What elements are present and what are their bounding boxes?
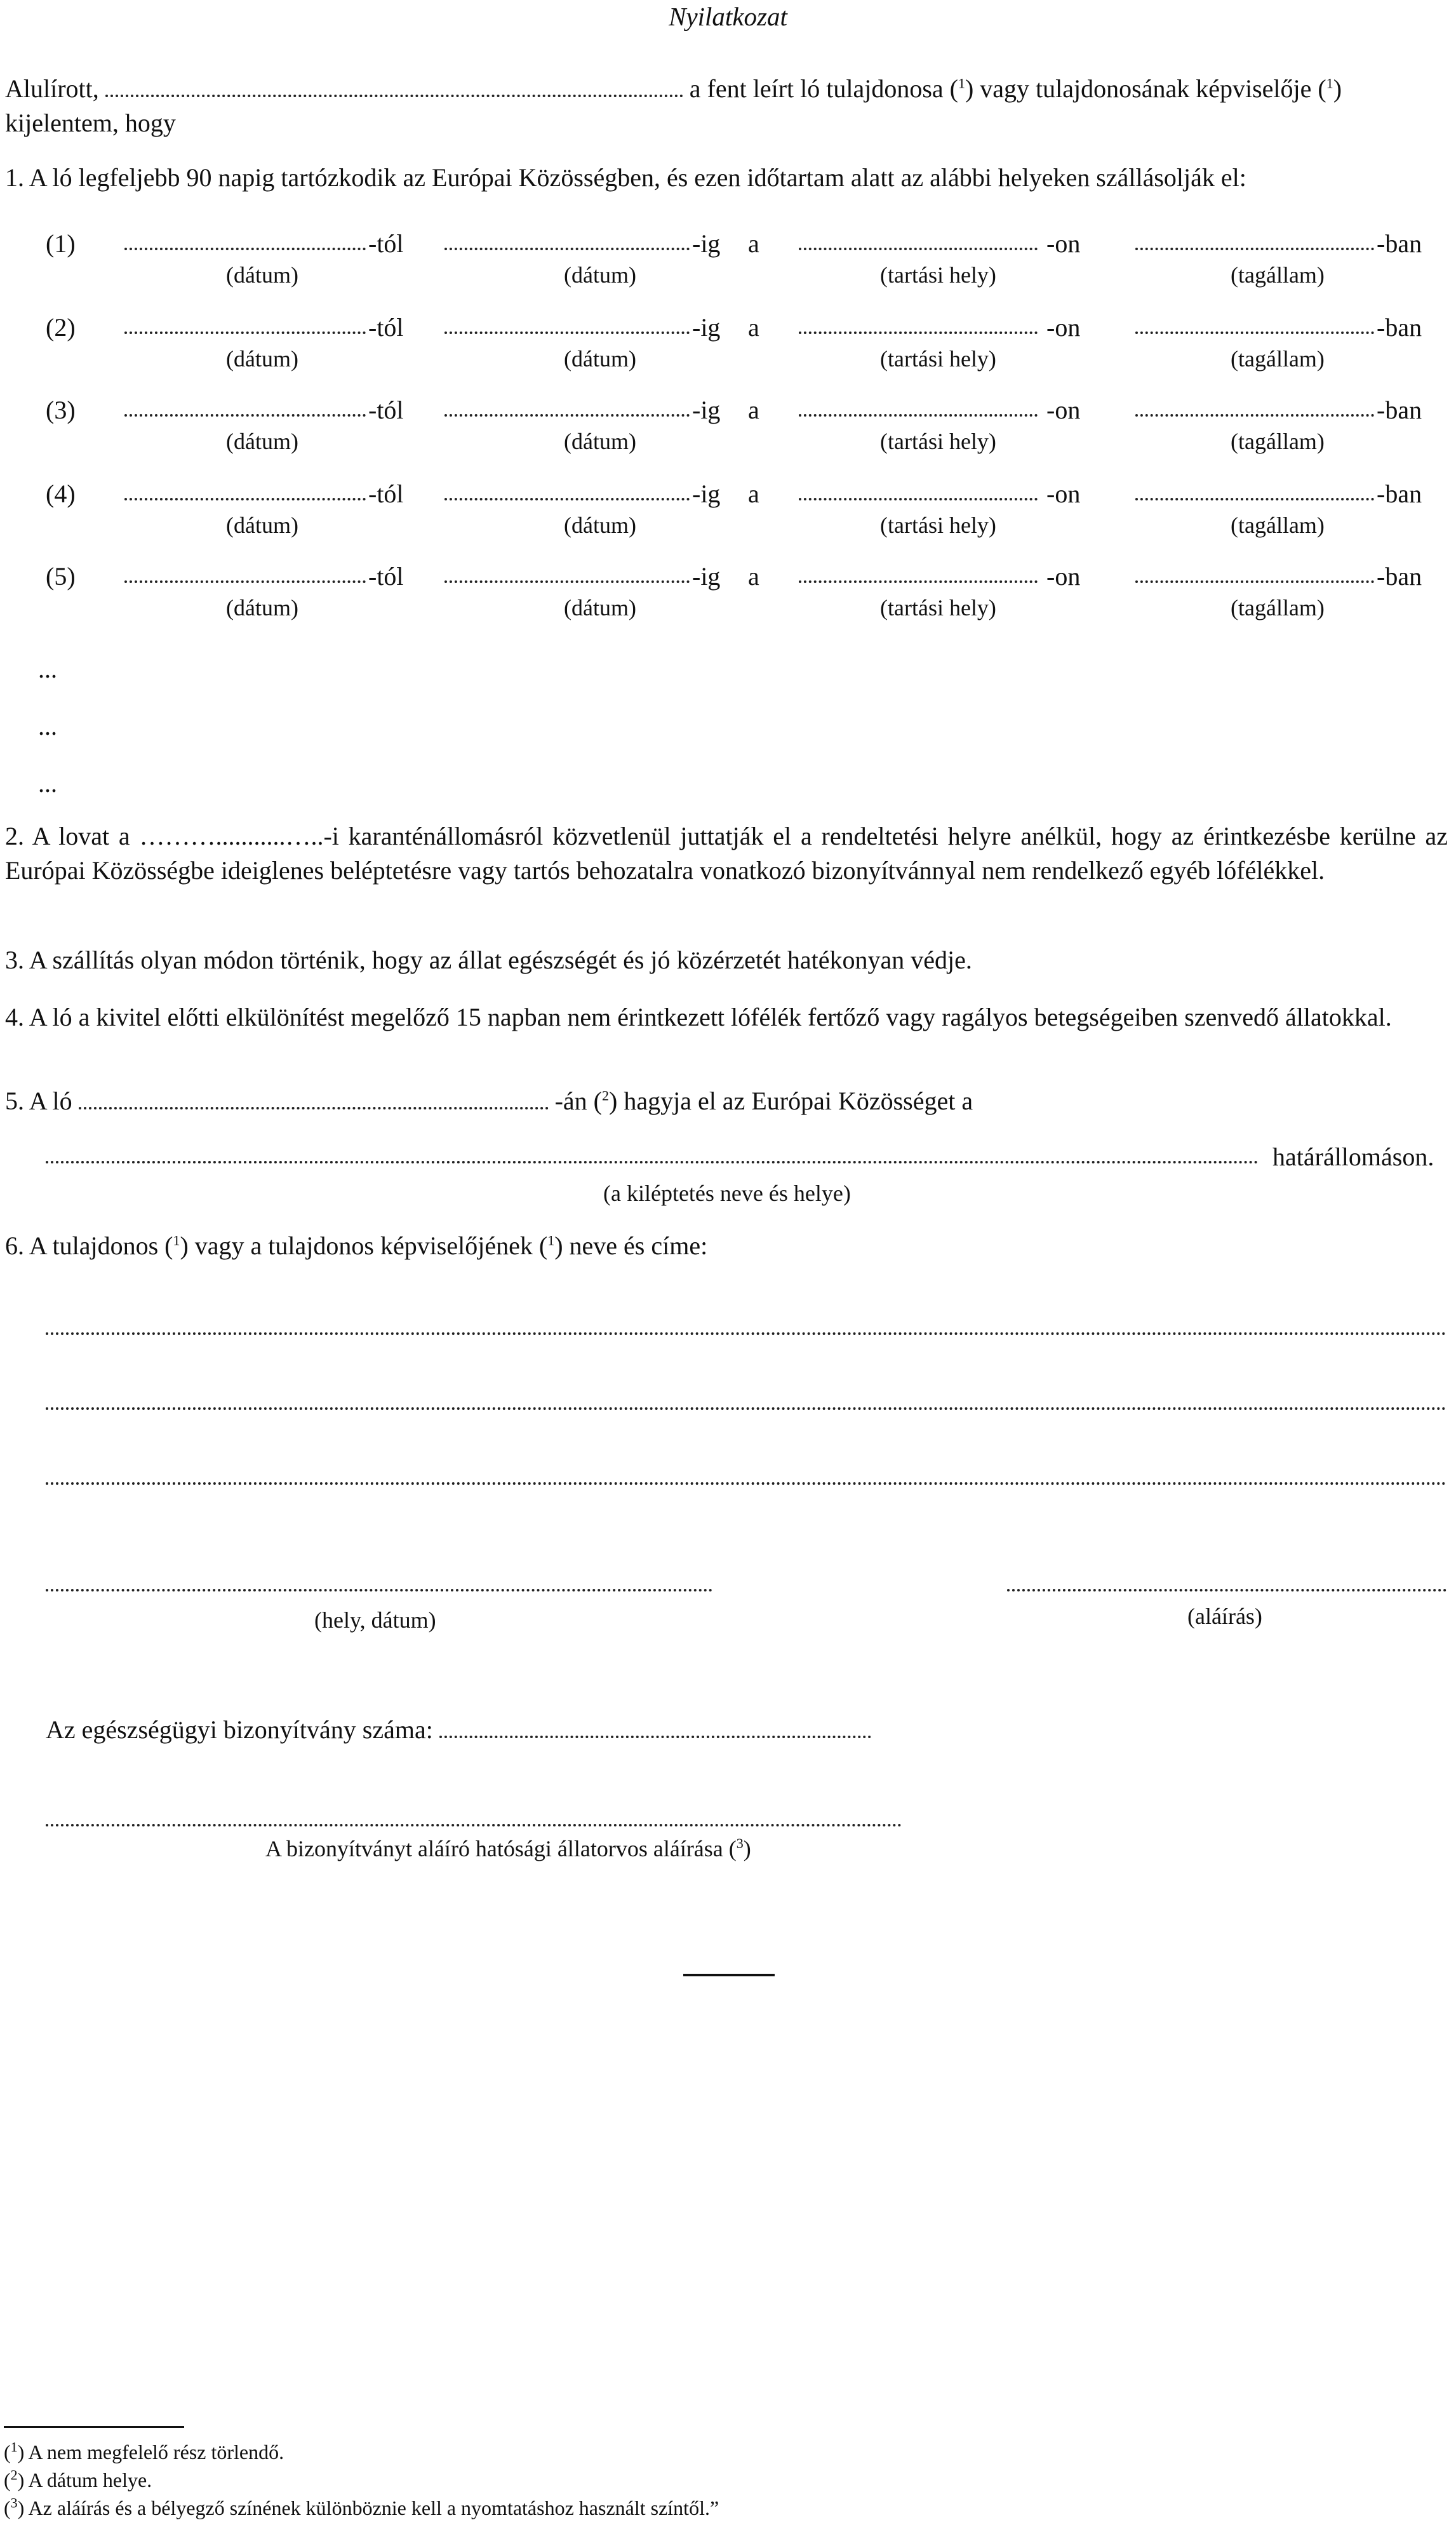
stay-row-5-to-suffix: -ig: [692, 562, 721, 591]
stay-row-4-state-suffix: -ban: [1377, 479, 1422, 508]
stay-row-2-to-caption: (dátum): [564, 346, 636, 372]
signature-field[interactable]: [1007, 1570, 1446, 1591]
footnote-ref: 1: [958, 75, 965, 91]
stay-row-3-state-caption: (tagállam): [1231, 429, 1325, 454]
stay-row-2-a: a: [748, 313, 759, 342]
footnote-separator: [4, 2426, 184, 2428]
stay-row-3-state-field[interactable]: [1135, 395, 1374, 417]
certificate-number-label: Az egészségügyi bizonyítvány száma:: [46, 1715, 433, 1744]
stay-row-5-state-field[interactable]: [1135, 561, 1374, 583]
footnote-ref: 2: [602, 1087, 609, 1104]
ellipsis-1: ...: [38, 655, 57, 683]
certificate-number-row: [46, 1715, 871, 1745]
stay-row-5-a: a: [748, 562, 759, 591]
stay-row-2-from-caption: (dátum): [226, 346, 298, 372]
stay-row-5-place-field[interactable]: [799, 561, 1038, 583]
owner-address-line-1[interactable]: [46, 1313, 1446, 1335]
stay-row-3-to-caption: (dátum): [564, 429, 636, 454]
stay-row-5-place-caption: (tartási hely): [880, 595, 996, 620]
stay-row-2-state-field[interactable]: [1135, 312, 1374, 334]
stay-row-2-place-suffix: -on: [1046, 313, 1081, 342]
item-5: 5. A ló -án ($^2$) hagyja el az Európai Közösséget a: [5, 1087, 973, 1115]
stay-row-2-to-suffix: -ig: [692, 313, 721, 342]
stay-row-1-a: a: [748, 229, 759, 258]
stay-row-2-place-caption: (tartási hely): [880, 346, 996, 372]
ellipsis-2: ...: [38, 712, 57, 740]
ellipsis-3: ...: [38, 769, 57, 798]
stay-row-4-from-suffix: -tól: [368, 479, 404, 508]
stay-row-1-number: (1): [46, 229, 76, 258]
stay-row-5-to-caption: (dátum): [564, 595, 636, 620]
stay-row-5-state-caption: (tagállam): [1231, 595, 1325, 620]
stay-row-4-to-date-field[interactable]: [444, 479, 690, 500]
stay-row-3-from-suffix: -tól: [368, 396, 404, 424]
footnote-ref: 1: [173, 1232, 180, 1249]
owner-address-line-2[interactable]: [46, 1388, 1446, 1410]
item-5-end: határállomáson.: [1272, 1142, 1434, 1171]
footnote-3: ($^3$) Az aláírás és a bélyegző színének különböznie kell a nyomtatáshoz használt színtől.”: [4, 2495, 719, 2519]
item-3: 3. A szállítás olyan módon történik, hogy az állat egészségét és jó közérzetét hatékonyan védje.: [5, 946, 972, 974]
page-title: Nyilatkozat: [669, 2, 787, 31]
item-1: 1. A ló legfeljebb 90 napig tartózkodik az Európai Közösségben, és ezen időtartam alatt az alábbi helyeken szállásolják el:: [5, 163, 1246, 192]
stay-row-5-from-date-field[interactable]: [124, 561, 366, 583]
intro-lead: Alulírott,: [5, 74, 99, 103]
stay-row-3-state-suffix: -ban: [1377, 396, 1422, 424]
item-4: 4. A ló a kivitel előtti elkülönítést megelőző 15 napban nem érintkezett lófélék fertőző vagy ragályos betegségeiben szenvedő állatokkal.: [5, 1003, 1392, 1031]
footnote-ref: 1: [1326, 75, 1333, 91]
stay-row-1-place-caption: (tartási hely): [880, 262, 996, 288]
stay-row-3-from-caption: (dátum): [226, 429, 298, 454]
stay-row-1-to-caption: (dátum): [564, 262, 636, 288]
stay-row-2-place-field[interactable]: [799, 312, 1038, 334]
stay-row-1-state-caption: (tagállam): [1231, 262, 1325, 288]
place-date-caption: (hely, dátum): [314, 1607, 436, 1633]
stay-row-4-place-caption: (tartási hely): [880, 512, 996, 538]
stay-row-4-a: a: [748, 479, 759, 508]
section-end-rule: [683, 1974, 775, 1976]
item-2: 2. A lovat a ………...........…..-i karanténállomásról közvetlenül juttatják el a rendeltetési helyre anélkül, hogy az érintkezésbe kerülne az Európai Közösségbe ideiglenes beléptetésre vagy tartós behozatalra vonatkozó bizonyítvánnyal nem rendelkező egyéb lófélékkel.: [5, 822, 1448, 885]
stay-row-3-to-date-field[interactable]: [444, 395, 690, 417]
stay-row-3-number: (3): [46, 396, 76, 424]
stay-row-5-to-date-field[interactable]: [444, 561, 690, 583]
stay-row-1-state-field[interactable]: [1135, 229, 1374, 250]
stay-row-3-from-date-field[interactable]: [124, 395, 366, 417]
stay-row-2-from-suffix: -tól: [368, 313, 404, 342]
stay-row-5-number: (5): [46, 562, 76, 591]
intro-line-2: kijelentem, hogy: [5, 109, 176, 137]
quarantine-station-field[interactable]: ………...........…..: [139, 822, 324, 850]
footnote-ref: 1: [547, 1232, 555, 1249]
stay-row-4-number: (4): [46, 479, 76, 508]
stay-row-1-place-field[interactable]: [799, 229, 1038, 250]
stay-row-2-from-date-field[interactable]: [124, 312, 366, 334]
stay-row-3-a: a: [748, 396, 759, 424]
stay-row-1-state-suffix: -ban: [1377, 229, 1422, 258]
footnote-2: ($^2$) A dátum helye.: [4, 2467, 152, 2491]
stay-row-4-state-field[interactable]: [1135, 479, 1374, 500]
footnote-1: ($^1$) A nem megfelelő rész törlendő.: [4, 2439, 284, 2463]
declarant-name-field[interactable]: [105, 76, 683, 97]
stay-row-4-state-caption: (tagállam): [1231, 512, 1325, 538]
stay-row-3-place-field[interactable]: [799, 395, 1038, 417]
stay-row-1-place-suffix: -on: [1046, 229, 1081, 258]
stay-row-2-number: (2): [46, 313, 76, 342]
stay-row-5-state-suffix: -ban: [1377, 562, 1422, 591]
owner-address-line-3[interactable]: [46, 1463, 1446, 1485]
stay-row-3-place-suffix: -on: [1046, 396, 1081, 424]
stay-row-1-from-caption: (dátum): [226, 262, 298, 288]
stay-row-4-to-suffix: -ig: [692, 479, 721, 508]
stay-row-5-place-suffix: -on: [1046, 562, 1081, 591]
stay-row-3-place-caption: (tartási hely): [880, 429, 996, 454]
stay-row-5-from-caption: (dátum): [226, 595, 298, 620]
departure-date-field[interactable]: [79, 1088, 549, 1109]
vet-signature-field[interactable]: [46, 1805, 902, 1826]
stay-row-1-from-suffix: -tól: [368, 229, 404, 258]
stay-row-4-from-date-field[interactable]: [124, 479, 366, 500]
signature-caption: (aláírás): [1187, 1604, 1262, 1629]
item-6: 6. A tulajdonos ($^1$) vagy a tulajdonos képviselőjének ($^1$) neve és címe:: [5, 1231, 708, 1260]
stay-row-2-to-date-field[interactable]: [444, 312, 690, 334]
declaration-intro: Alulírott, a fent leírt ló tulajdonosa ($^1$) vagy tulajdonosának képviselője ($^1$): [5, 74, 1342, 103]
stay-row-1-to-suffix: -ig: [692, 229, 721, 258]
exit-point-caption: (a kiléptetés neve és helye): [603, 1181, 851, 1206]
place-date-field[interactable]: [46, 1570, 712, 1591]
intro-owner-text: a fent leírt ló tulajdonosa (: [689, 74, 958, 103]
vet-signature-caption: A bizonyítványt aláíró hatósági állatorvos aláírása ($^3$): [265, 1835, 751, 1861]
stay-row-4-from-caption: (dátum): [226, 512, 298, 538]
stay-row-3-to-suffix: -ig: [692, 396, 721, 424]
stay-row-2-state-suffix: -ban: [1377, 313, 1422, 342]
stay-row-4-place-suffix: -on: [1046, 479, 1081, 508]
certificate-number-field[interactable]: [439, 1717, 871, 1738]
stay-row-2-state-caption: (tagállam): [1231, 346, 1325, 372]
exit-point-field[interactable]: [46, 1142, 1259, 1163]
stay-row-4-to-caption: (dátum): [564, 512, 636, 538]
stay-row-1-to-date-field[interactable]: [444, 229, 690, 250]
stay-row-5-from-suffix: -tól: [368, 562, 404, 591]
stay-row-4-place-field[interactable]: [799, 479, 1038, 500]
stay-row-1-from-date-field[interactable]: [124, 229, 366, 250]
intro-representative-text: ) vagy tulajdonosának képviselője (: [965, 74, 1326, 103]
